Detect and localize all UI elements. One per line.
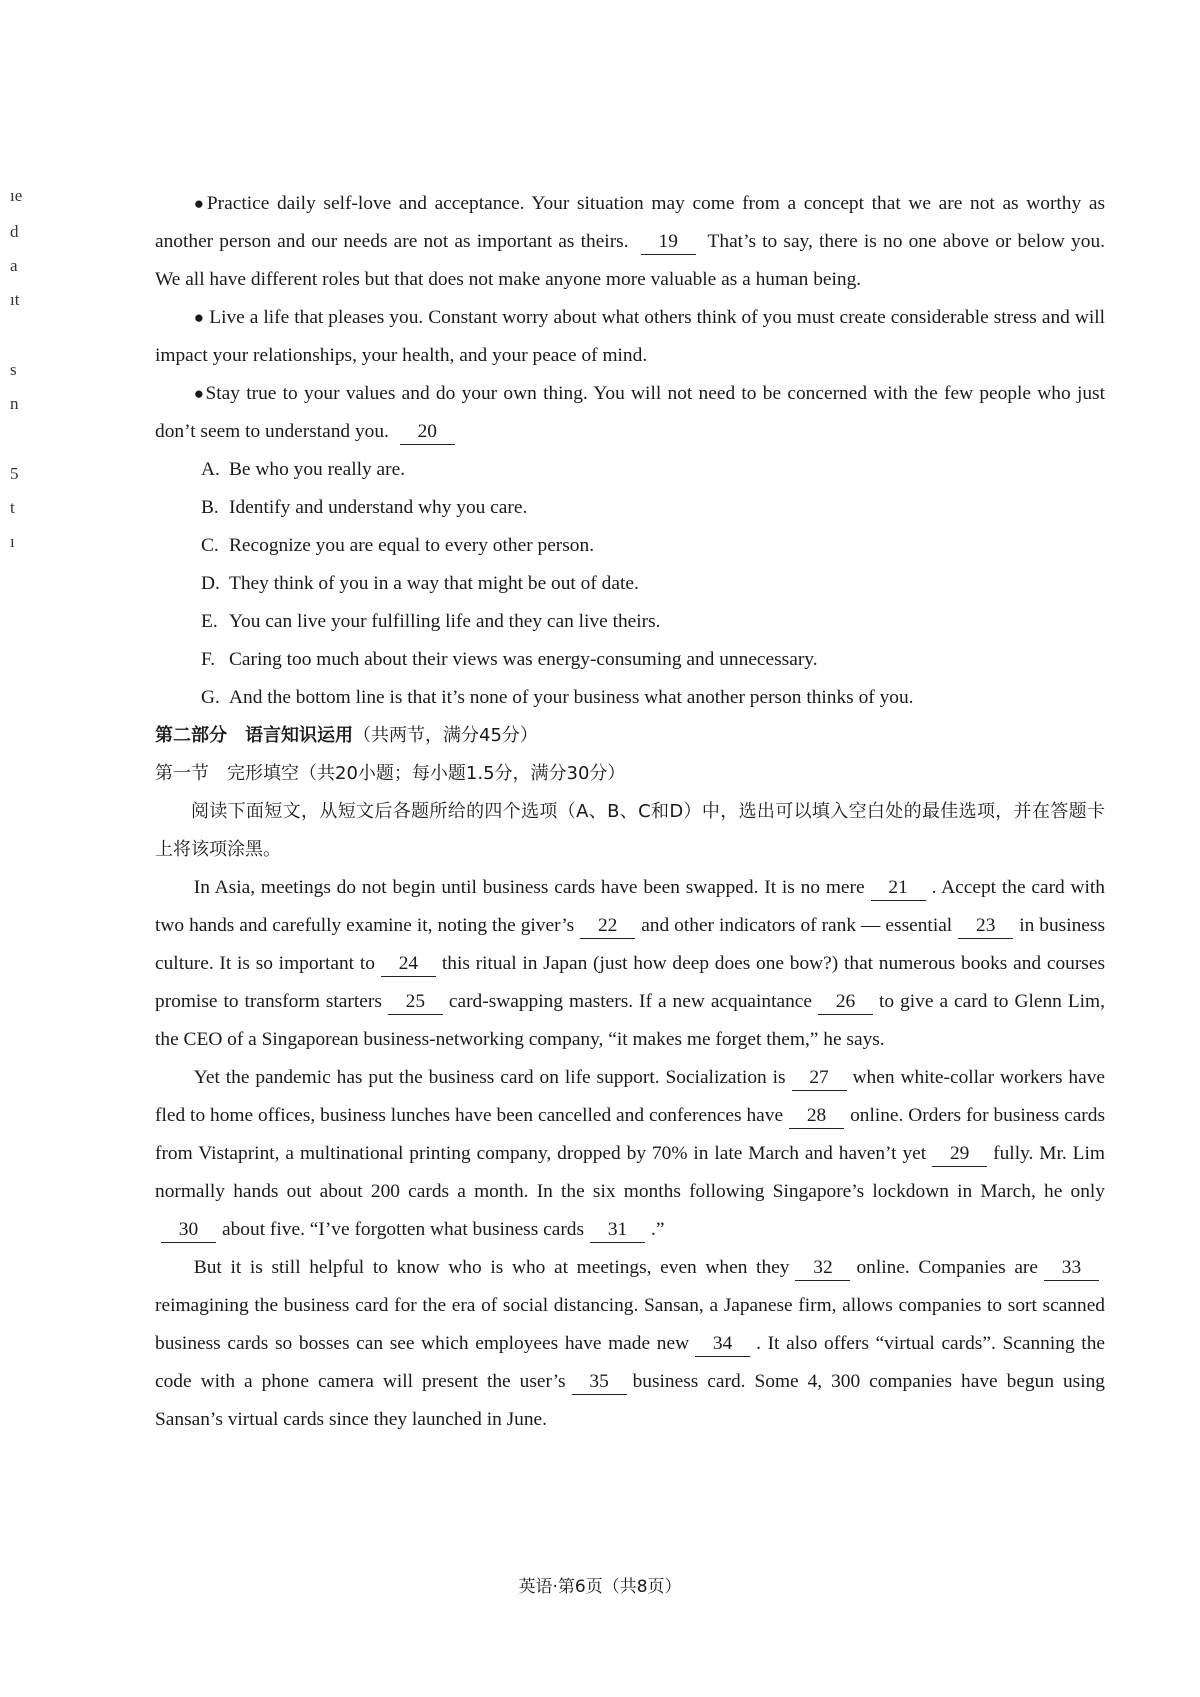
- passage-text: . Accept the card with two hands and carefully examine it, noting the giver’s: [155, 877, 1105, 936]
- option-item: [155, 565, 1105, 603]
- option-letter: A.: [201, 459, 220, 480]
- passage-text: But it is still helpful to know who is who at meetings, even when they: [193, 1257, 790, 1278]
- passage-text: card-swapping masters. If a new acquaintance: [448, 991, 813, 1012]
- answer-blank: 20: [400, 420, 455, 445]
- passage-text: Yet the pandemic has put the business card on life support. Socialization is: [193, 1067, 786, 1088]
- answer-blank: 33: [1044, 1256, 1099, 1281]
- option-item: [155, 451, 1105, 489]
- bullet-text: Your situation may come from a concept that we are not as worthy as another person and our needs are not as important as theirs.: [155, 193, 1106, 252]
- passage-paragraph-2: [155, 1059, 1105, 1249]
- option-text: And the bottom line is that it’s none of your business what another person thinks of you.: [229, 687, 914, 708]
- section-heading: 第一节 完形填空（共20小题；每小题1.5分，满分30分）: [155, 763, 626, 784]
- option-item: [155, 489, 1105, 527]
- option-letter: F.: [201, 649, 216, 670]
- instructions: 阅读下面短文，从短文后各题所给的四个选项（A、B、C和D）中，选出可以填入空白处的最佳选项，并在答题卡上将该项涂黑。: [155, 801, 1105, 860]
- option-letter: E.: [201, 611, 218, 632]
- bullet-text: That’s to say, there is no one above or below you. We all have different roles but that does not make anyone more valuable as a human being.: [155, 231, 1105, 290]
- answer-blank: 24: [381, 952, 436, 977]
- passage-text: this ritual in Japan (just how deep does one bow?) that numerous books and courses promise to transform starters: [155, 953, 1105, 1012]
- margin-fragment: ı: [10, 532, 15, 551]
- answer-blank: 34: [695, 1332, 750, 1357]
- option-text: Caring too much about their views was energy-consuming and unnecessary.: [229, 649, 818, 670]
- option-letter: B.: [201, 497, 219, 518]
- passage-text: . It also offers “virtual cards”. Scanning the code with a phone camera will present the user’s: [155, 1333, 1105, 1392]
- answer-blank: 27: [792, 1066, 847, 1091]
- passage-text: online. Orders for business cards from Vistaprint, a multinational printing company, dropped by 70% in late March and haven’t yet: [155, 1105, 1106, 1164]
- answer-blank: 28: [789, 1104, 844, 1129]
- option-text: Recognize you are equal to every other person.: [229, 535, 595, 556]
- passage-text: to give a card to Glenn Lim, the CEO of a Singaporean business-networking company, “it makes me forget them,” he says.: [155, 991, 1105, 1050]
- passage-text: reimagining the business card for the era of social distancing. Sansan, a Japanese firm, allows companies to sort scanned business cards so bosses can see which employees have made new: [155, 1295, 1105, 1354]
- bullet-paragraph-3: [155, 375, 1105, 451]
- answer-blank: 22: [580, 914, 635, 939]
- option-letter: D.: [201, 573, 220, 594]
- passage-text: fully. Mr. Lim normally hands out about 200 cards a month. In the six months following Singapore’s lockdown in March, he only: [155, 1143, 1105, 1202]
- passage-paragraph-3: [155, 1249, 1105, 1439]
- passage-text: .”: [651, 1219, 665, 1240]
- answer-blank: 31: [590, 1218, 645, 1243]
- margin-fragment: a: [10, 256, 18, 275]
- page-footer: 英语·第6页（共8页）: [518, 1577, 682, 1597]
- answer-blank: 29: [932, 1142, 987, 1167]
- part-heading-title: 第二部分 语言知识运用: [155, 725, 353, 746]
- margin-fragment: n: [10, 394, 19, 413]
- option-item: [155, 641, 1105, 679]
- margin-fragment: d: [10, 222, 19, 241]
- passage-text: business card. Some 4, 300 companies have begun using Sansan’s virtual cards since they launched in June.: [155, 1371, 1105, 1430]
- passage-paragraph-1: [155, 869, 1105, 1059]
- answer-blank: 35: [572, 1370, 627, 1395]
- answer-blank: 23: [958, 914, 1013, 939]
- bullet-lead: Practice daily self-love and acceptance.: [206, 193, 525, 214]
- margin-fragment: 5: [10, 464, 19, 483]
- option-text: Identify and understand why you care.: [229, 497, 528, 518]
- option-item: [155, 679, 1105, 717]
- margin-fragment: ıe: [10, 186, 23, 205]
- bullet-dot-icon: ●: [193, 194, 207, 213]
- answer-blank: 25: [388, 990, 443, 1015]
- passage-text: in business culture. It is so important to: [155, 915, 1105, 974]
- option-letter: C.: [201, 535, 219, 556]
- answer-blank: 21: [871, 876, 926, 901]
- passage-text: about five. “I’ve forgotten what business cards: [222, 1219, 585, 1240]
- passage-text: online. Companies are: [856, 1257, 1038, 1278]
- options-list: [155, 451, 1105, 717]
- part-heading-score: （共两节，满分45分）: [353, 725, 538, 746]
- answer-blank: 26: [818, 990, 873, 1015]
- margin-fragment: s: [10, 360, 17, 379]
- passage-text: In Asia, meetings do not begin until business cards have been swapped. It is no mere: [193, 877, 865, 898]
- passage-text: and other indicators of rank — essential: [641, 915, 953, 936]
- bullet-dot-icon: ●: [193, 384, 206, 403]
- part-heading: [155, 717, 1105, 755]
- option-text: You can live your fulfilling life and they can live theirs.: [229, 611, 661, 632]
- page-content: [155, 185, 1105, 1439]
- bullet-text: Live a life that pleases you. Constant worry about what others think of you must create considerable stress and will impact your relationships, your health, and your peace of mind.: [155, 307, 1105, 366]
- margin-fragment: t: [10, 498, 15, 517]
- bullet-paragraph-2: [155, 299, 1105, 375]
- option-letter: G.: [201, 687, 220, 708]
- answer-blank: 19: [641, 230, 696, 255]
- option-item: [155, 527, 1105, 565]
- answer-blank: 30: [161, 1218, 216, 1243]
- passage-text: when white-collar workers have fled to home offices, business lunches have been cancelled and conferences have: [155, 1067, 1105, 1126]
- option-item: [155, 603, 1105, 641]
- option-text: They think of you in a way that might be out of date.: [229, 573, 639, 594]
- bullet-text: Stay true to your values and do your own thing. You will not need to be concerned with the few people who just don’t seem to understand you.: [155, 383, 1105, 442]
- bullet-paragraph-1: [155, 185, 1105, 299]
- margin-fragment: ıt: [10, 290, 20, 309]
- option-text: Be who you really are.: [229, 459, 406, 480]
- bullet-dot-icon: ●: [193, 308, 205, 327]
- answer-blank: 32: [795, 1256, 850, 1281]
